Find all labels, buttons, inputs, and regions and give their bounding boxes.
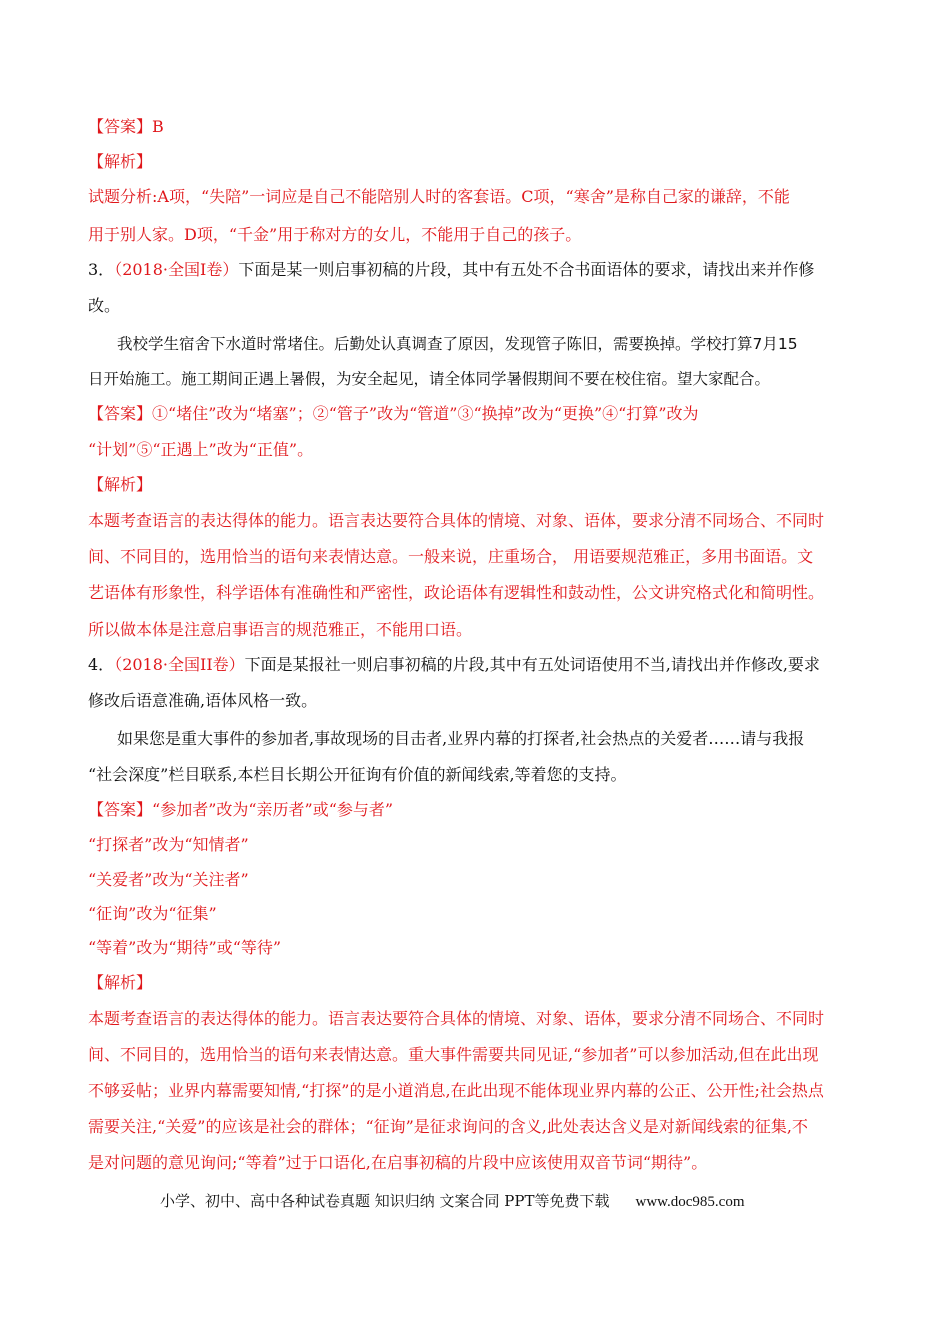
question-source: （2018·全国II卷） <box>114 655 245 674</box>
q4-analysis-line: 需要关注,“关爱”的应该是社会的群体；“征询”是征求询问的含义,此处表达含义是对新闻线索的征集,不 <box>88 1117 808 1136</box>
q3-passage-line: 日开始施工。施工期间正遇上暑假，为安全起见，请全体同学暑假期间不要在校住宿。望大家配合。 <box>88 370 771 388</box>
answer-text: ①“堵住”改为“堵塞”；②“管子”改为“管道”③“换掉”改为“更换”④“打算”改为 <box>152 404 699 423</box>
q4-answer-line: “征询”改为“征集” <box>88 904 217 923</box>
q3-analysis-line: 艺语体有形象性，科学语体有准确性和严密性，政论语体有逻辑性和鼓动性，公文讲究格式化和简明性。 <box>88 583 825 602</box>
q4-passage-line: “社会深度”栏目联系,本栏目长期公开征询有价值的新闻线索,等着您的支持。 <box>88 765 627 784</box>
q4-question-cont: 修改后语意准确,语体风格一致。 <box>88 691 318 710</box>
answer-label: 【答案】 <box>88 800 153 819</box>
q3-analysis-line: 本题考查语言的表达得体的能力。语言表达要符合具体的情境、对象、语体，要求分清不同场合、不同时 <box>88 511 825 530</box>
footer-text: 小学、初中、高中各种试卷真题 知识归纳 文案合同 PPT等免费下载 <box>160 1192 610 1210</box>
q4-analysis-line: 间、不同目的，选用恰当的语句来表情达意。重大事件需要共同见证,“参加者”可以参加活动,但在此出现 <box>88 1045 819 1064</box>
q3-passage-line: 我校学生宿舍下水道时常堵住。后勤处认真调查了原因，发现管子陈旧，需要换掉。学校打算7月15 <box>117 335 798 353</box>
page-footer <box>160 1190 745 1213</box>
q4-analysis-label: 【解析】 <box>88 973 153 992</box>
q2-analysis-line: 试题分析:A项，“失陪”一词应是自己不能陪别人时的客套语。C项，“寒舍”是称自己家的谦辞，不能 <box>88 187 790 206</box>
footer-url[interactable]: www.doc985.com <box>635 1194 745 1210</box>
q2-analysis-line: 用于别人家。D项，“千金”用于称对方的女儿，不能用于自己的孩子。 <box>88 225 582 244</box>
answer-label: 【答案】 <box>88 117 153 136</box>
question-number: 3． <box>88 260 115 279</box>
question-text: 下面是某一则启事初稿的片段，其中有五处不合书面语体的要求，请找出来并作修 <box>238 260 815 279</box>
answer-value: B <box>152 117 164 136</box>
q3-answer <box>88 403 699 425</box>
q4-answer <box>88 799 393 821</box>
q3-answer-cont: “计划”⑤“正遇上”改为“正值”。 <box>88 440 314 459</box>
answer-text: “参加者”改为“亲历者”或“参与者” <box>152 800 394 819</box>
q4-analysis-line: 是对问题的意见询问;“等着”过于口语化,在启事初稿的片段中应该使用双音节词“期待”。 <box>88 1153 708 1172</box>
question-number: 4． <box>88 655 115 674</box>
question-text: 下面是某报社一则启事初稿的片段,其中有五处词语使用不当,请找出并作修改,要求 <box>244 655 820 674</box>
q4-answer-line: “关爱者”改为“关注者” <box>88 870 249 889</box>
q2-analysis-label: 【解析】 <box>88 152 153 171</box>
q3-analysis-line: 间、不同目的，选用恰当的语句来表情达意。一般来说，庄重场合， 用语要规范雅正，多用书面语。文 <box>88 547 814 566</box>
q4-answer-line: “等着”改为“期待”或“等待” <box>88 938 282 957</box>
q4-passage-line: 如果您是重大事件的参加者,事故现场的目击者,业界内幕的打探者,社会热点的关爱者……请与我报 <box>117 729 805 748</box>
q4-question <box>88 654 820 676</box>
q3-analysis-label: 【解析】 <box>88 475 153 494</box>
answer-label: 【答案】 <box>88 404 153 423</box>
q4-analysis-line: 本题考查语言的表达得体的能力。语言表达要符合具体的情境、对象、语体，要求分清不同场合、不同时 <box>88 1009 825 1028</box>
q2-answer <box>88 116 164 138</box>
q3-question-cont: 改。 <box>88 296 121 315</box>
q3-question <box>88 259 814 281</box>
question-source: （2018·全国I卷） <box>114 260 239 279</box>
q4-answer-line: “打探者”改为“知情者” <box>88 835 249 854</box>
q4-analysis-line: 不够妥帖；业界内幕需要知情,“打探”的是小道消息,在此出现不能体现业界内幕的公正、公开性;社会热点 <box>88 1081 824 1100</box>
q3-analysis-line: 所以做本体是注意启事语言的规范雅正，不能用口语。 <box>88 620 473 639</box>
